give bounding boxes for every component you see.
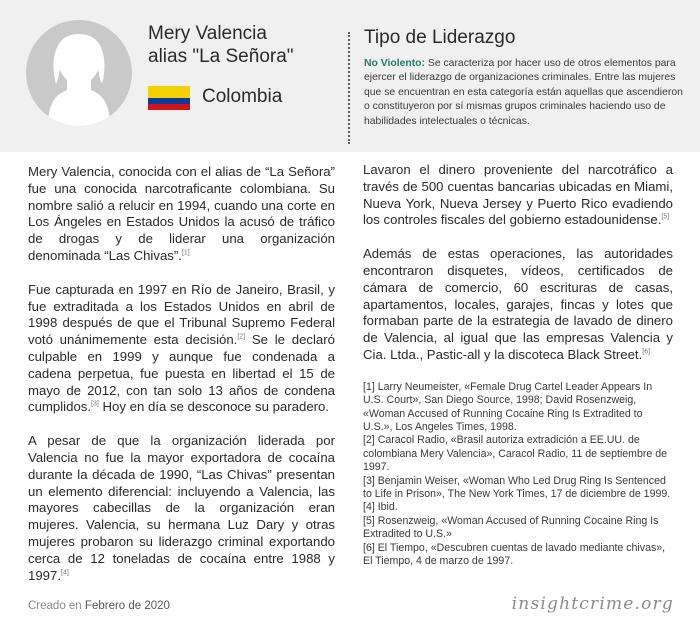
article-paragraph: Fue capturada en 1997 en Río de Janeiro, Brasil, y fue extraditada a los Estados Unidos en abril de 1998 después de que el Tribunal Supremo Federal votó unánimemente esta decisión.[2] Se le declaró culpable en 1999 y aunque fue condenada a cadena perpetua, fue puesta en libertad el 15 de mayo de 2012, con tan solo 13 años de condena cumplidos.[3] Hoy en día se desconoce su paradero. [28,281,335,415]
header-divider [348,32,350,144]
leadership-description [364,57,690,129]
footnote-ref[interactable]: [5] [661,214,670,221]
reference-item: [5] Rosenzweig, «Woman Accused of Running Cocaine Ring Is Extradited to U.S.» [363,514,659,541]
reference-item: [6] El Tiempo, «Descubren cuentas de lavado mediante chivas», El Tiempo, 4 de marzo de 1997. [363,541,666,568]
leadership-type-label: No Violento: [364,58,425,69]
article-paragraph: A pesar de que la organización liderada por Valencia no fue la mayor exportadora de cocaína durante la década de 1990, “Las Chivas” presentan un elemento diferencial: incluyendo a Valencia, las mayores cabecillas de la organización eran mujeres. Valencia, su hermana Luz Dary y otras mujeres probaron su liderazgo criminal exportando cerca de 12 toneladas de cocaína entre 1988 y 1997.[4] [28,433,335,583]
article-column-right [363,162,673,568]
footnote-ref[interactable]: [1] [181,249,190,257]
avatar-placeholder [26,20,132,126]
footnote-ref[interactable]: [6] [642,348,651,356]
brand-logo[interactable]: insightcrime.org [511,594,674,614]
article-paragraph: Mery Valencia, conocida con el alias de “La Señora” fue una conocida narcotraficante colombiana. Su nombre salió a relucir en 1994, cuando una corte en Los Ángeles en Estados Unidos la acusó de tráfico de drogas y de liderar una organización denominada “Las Chivas”.[1] [28,164,335,263]
reference-item: [1] Larry Neumeister, «Female Drug Cartel Leader Appears In U.S. Court», San Diego Source, 1998; David Rosenzweig, «Woman Accused of Running Cocaine Ring Is Extradited to U.S.», Los Angeles Times, 1998. [363,380,653,433]
reference-item: [3] Benjamin Weiser, «Woman Who Led Drug Ring Is Sentenced to Life in Prison», The New York Times, 17 de diciembre de 1999. [363,474,671,501]
created-date: Creado en Febrero de 2020 [28,600,170,612]
country-label: Colombia [202,86,283,107]
footnote-ref[interactable]: [4] [61,569,69,577]
article-column-left [28,164,335,601]
name-line: Mery Valencia [148,23,267,44]
article-paragraph: Además de estas operaciones, las autoridades encontraron disquetes, vídeos, certificados de cámara de comercio, 60 escrituras de casas, apartamentos, locales, garajes, fincas y lotes que formaban parte de la estrategia de lavado de dinero de Valencia, al igual que las empresas Valencia y Cia. Ltda., Pastic-all y la discoteca Black Street.[6] [363,246,673,362]
profile-name [148,22,328,68]
colombia-flag-icon [148,86,190,110]
article-paragraph-continued: Lavaron el dinero proveniente del narcotráfico a través de 500 cuentas bancarias ubicadas en Miami, Nueva York, Nueva Jersey y Puerto Rico evadiendo los controles fiscales del gobierno estadounidense.[5] [363,162,673,228]
reference-item: [4] Ibid. [363,501,398,514]
footnote-ref[interactable]: [3] [91,400,99,408]
references-list [363,381,673,569]
leadership-title: Tipo de Liderazgo [364,27,516,48]
profile-header [0,0,700,152]
alias-line: alias "La Señora" [148,46,294,67]
footnote-ref[interactable]: [2] [237,333,246,341]
leadership-type-text: Se caracteriza por hacer uso de otros elementos para ejercer el liderazgo de organizaciones criminales. Entre las mujeres que se encuentran en esta categoría están aquellas que ascendieron o constituyeron por sí mismas grupos criminales haciendo uso de habilidades intelectuales o técnicas. [364,58,683,127]
reference-item: [2] Caracol Radio, «Brasil autoriza extradición a EE.UU. de colombiana Mery Valencia», Caracol Radio, 11 de septiembre de 1997. [363,434,668,474]
person-silhouette-icon [26,20,132,126]
